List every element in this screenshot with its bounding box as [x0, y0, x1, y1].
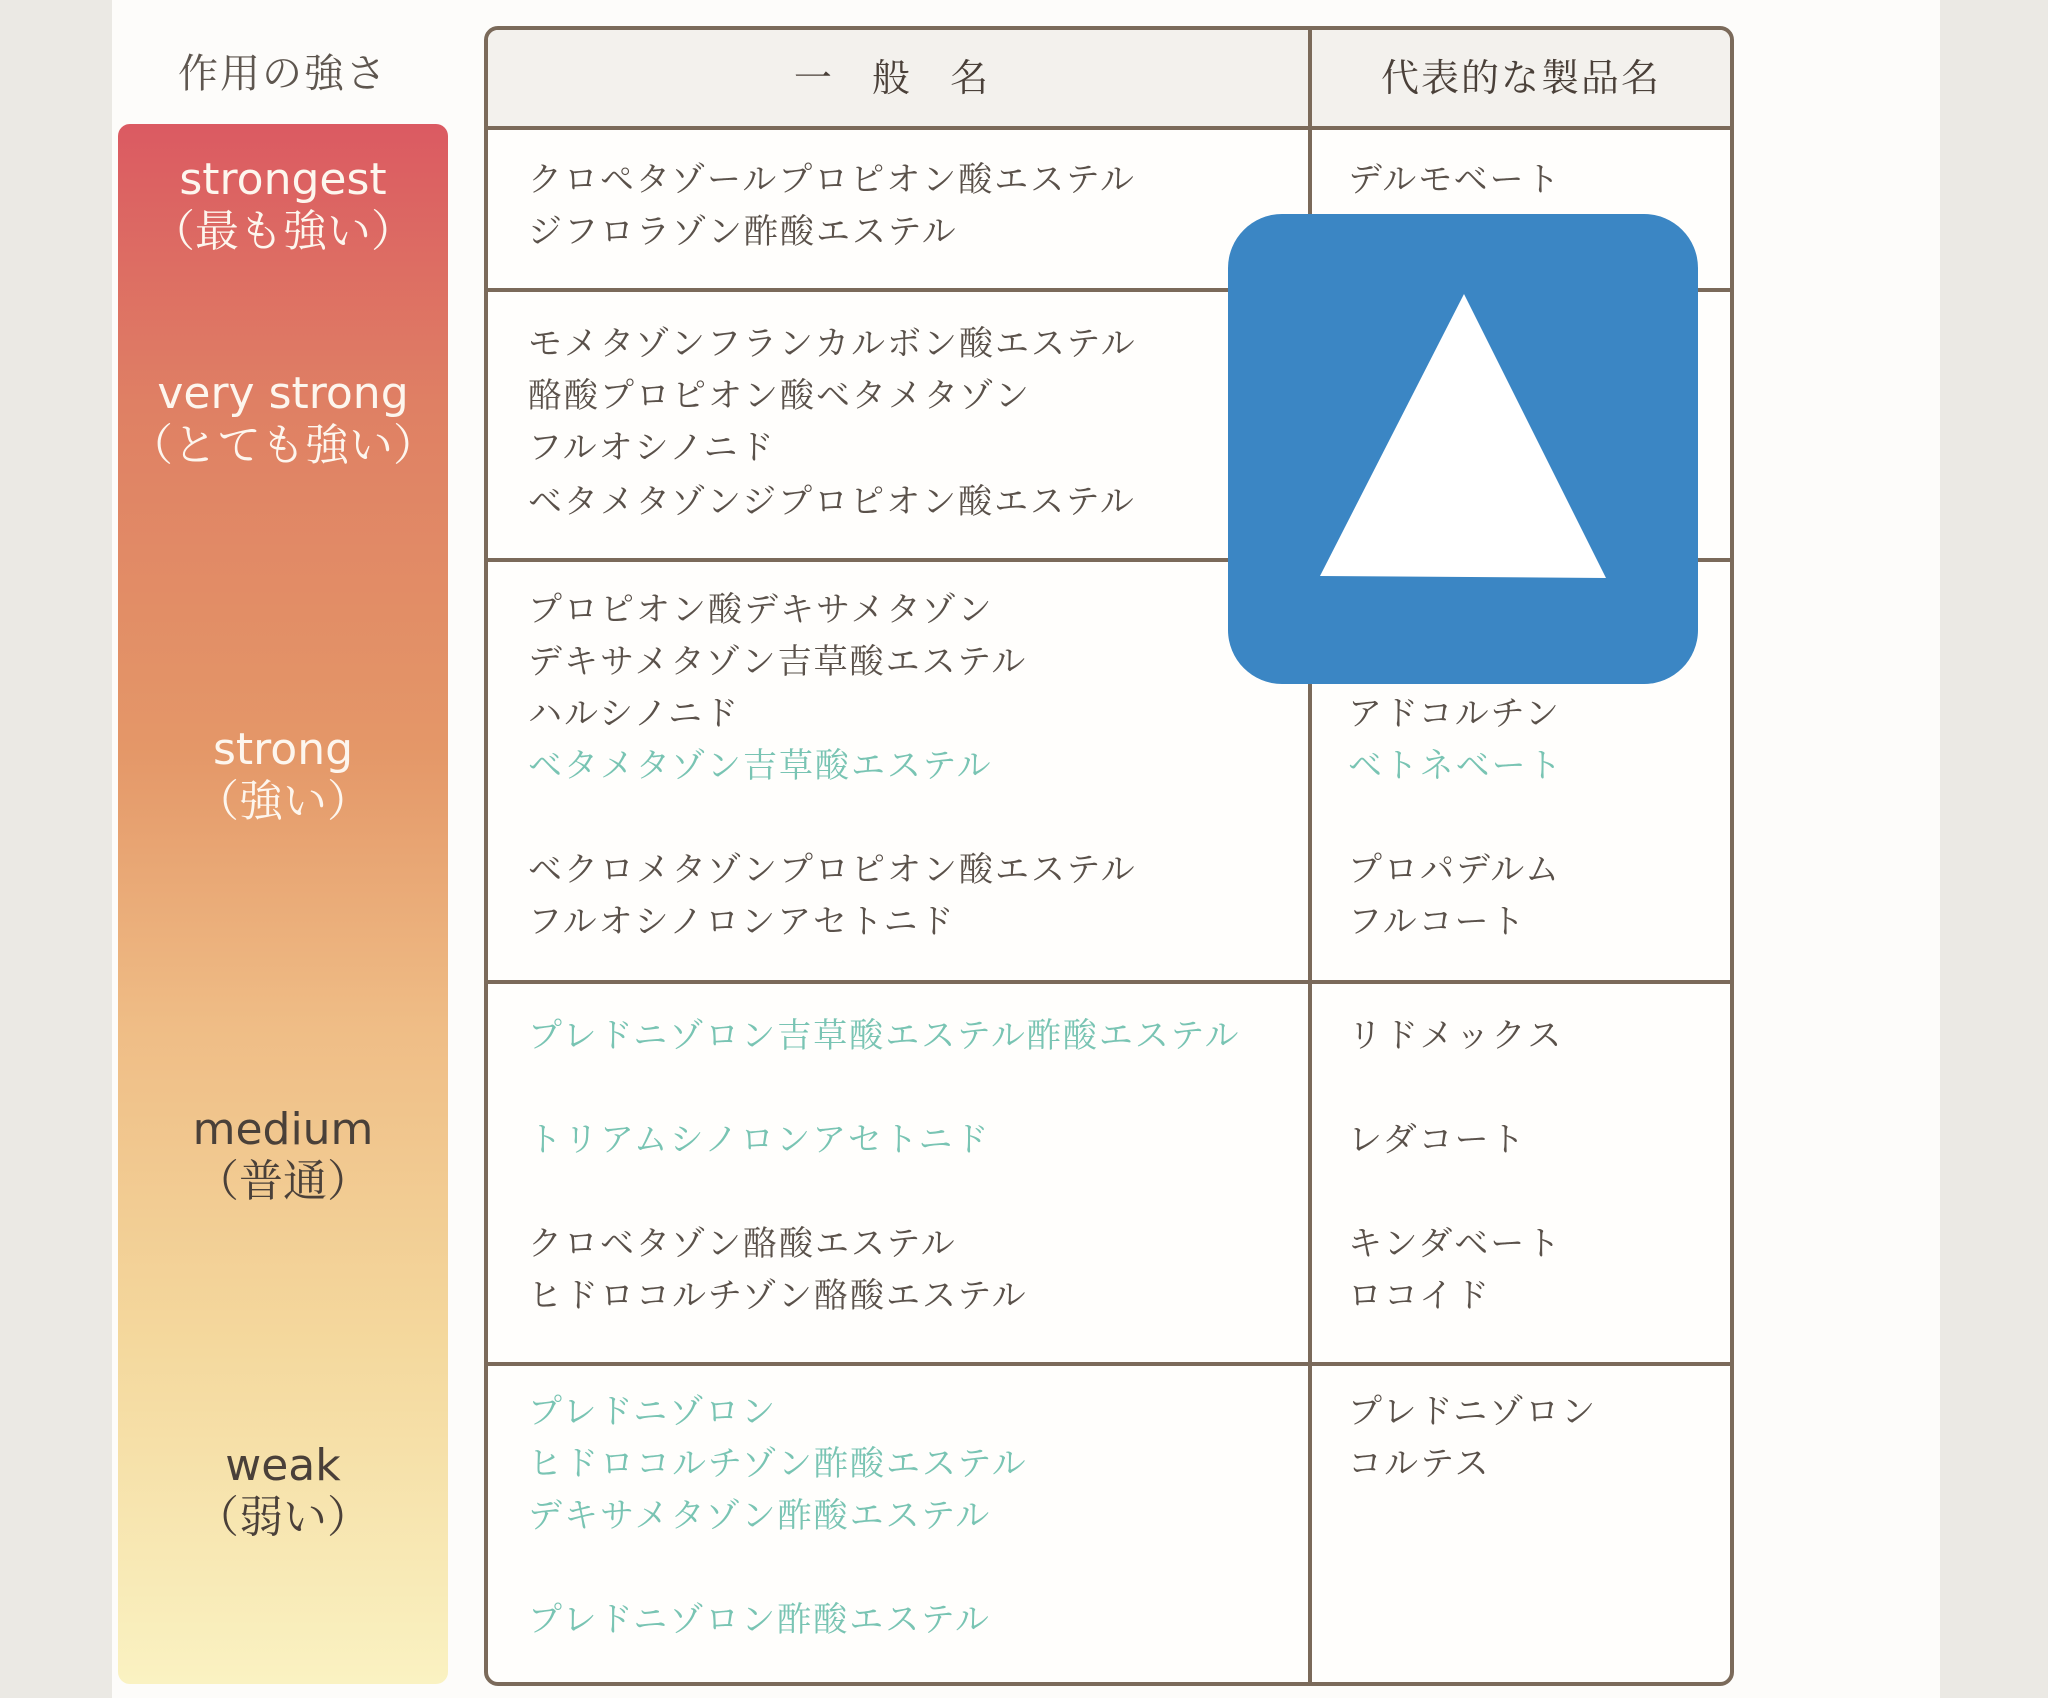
strength-gradient-bar	[118, 124, 448, 1684]
product-name-cell: リドメックス	[1348, 1016, 1564, 1056]
general-name-cell: プレドニゾロン酢酸エステル	[528, 1600, 991, 1640]
general-name-cell: クロペタゾールプロピオン酸エステル	[528, 160, 1136, 200]
level-en-label: strongest	[179, 154, 387, 205]
product-name-cell: プレドニゾロン	[1348, 1392, 1598, 1432]
product-name-cell: ロコイド	[1348, 1276, 1491, 1316]
level-very-strong	[118, 368, 448, 472]
level-ja-label: （最も強い）	[151, 206, 415, 257]
general-name-cell: プレドニゾロン	[528, 1392, 778, 1432]
general-name-cell: プレドニゾロン吉草酸エステル酢酸エステル	[528, 1016, 1241, 1056]
general-name-cell: モメタゾンフランカルボン酸エステル	[528, 324, 1137, 364]
level-en-label: medium	[192, 1104, 374, 1155]
general-name-cell: 酪酸プロピオン酸ベタメタゾン	[528, 376, 1031, 416]
level-weak	[118, 1440, 448, 1544]
general-name-cell: ベタメタゾン吉草酸エステル	[528, 746, 993, 786]
general-name-cell: プロピオン酸デキサメタゾン	[528, 590, 994, 630]
general-name-cell: クロベタゾン酪酸エステル	[528, 1224, 957, 1264]
level-ja-label: （普通）	[195, 1156, 371, 1207]
level-strongest	[118, 154, 448, 258]
general-name-cell: フルオシノロンアセトニド	[528, 902, 956, 942]
product-name-cell: コルテス	[1348, 1444, 1491, 1484]
row-divider	[488, 980, 1730, 984]
general-name-header: 一 般 名	[793, 56, 1003, 100]
general-name-cell: ハルシノニド	[528, 694, 741, 734]
product-name-cell: プロパデルム	[1348, 850, 1561, 890]
general-name-cell: デキサメタゾン吉草酸エステル	[528, 642, 1028, 682]
general-name-cell: ヒドロコルチゾン酢酸エステル	[528, 1444, 1028, 1484]
row-divider	[488, 1362, 1730, 1366]
level-en-label: strong	[212, 724, 354, 775]
general-name-cell: ベタメタゾンジプロピオン酸エステル	[528, 482, 1136, 522]
general-name-cell: デキサメタゾン酢酸エステル	[528, 1496, 992, 1536]
product-name-cell: アドコルチン	[1348, 694, 1561, 734]
warning-triangle-icon	[1228, 214, 1698, 684]
warning-overlay	[1228, 214, 1698, 684]
level-strong	[118, 724, 448, 828]
general-name-cell: ジフロラゾン酢酸エステル	[528, 212, 958, 252]
level-en-label: weak	[225, 1440, 341, 1491]
general-name-cell: フルオシノニド	[528, 428, 776, 468]
strength-column-header: 作用の強さ	[178, 51, 388, 97]
product-name-cell: キンダベート	[1348, 1224, 1563, 1264]
product-name-header: 代表的な製品名	[1380, 56, 1661, 100]
general-name-cell: ヒドロコルチゾン酪酸エステル	[528, 1276, 1028, 1316]
product-name-cell: レダコート	[1348, 1120, 1527, 1160]
table-header	[488, 30, 1730, 130]
general-name-cell: トリアムシノロンアセトニド	[528, 1120, 991, 1160]
level-en-label: very strong	[157, 368, 409, 419]
general-name-cell: ベクロメタゾンプロピオン酸エステル	[528, 850, 1137, 890]
product-name-cell: フルコート	[1348, 902, 1527, 942]
level-ja-label: （弱い）	[195, 1492, 371, 1543]
level-medium	[118, 1104, 448, 1208]
level-ja-label: （とても強い）	[129, 420, 437, 471]
product-name-cell: ベトネベート	[1348, 746, 1564, 786]
product-name-cell: デルモベート	[1348, 160, 1562, 200]
level-ja-label: （強い）	[195, 776, 371, 827]
